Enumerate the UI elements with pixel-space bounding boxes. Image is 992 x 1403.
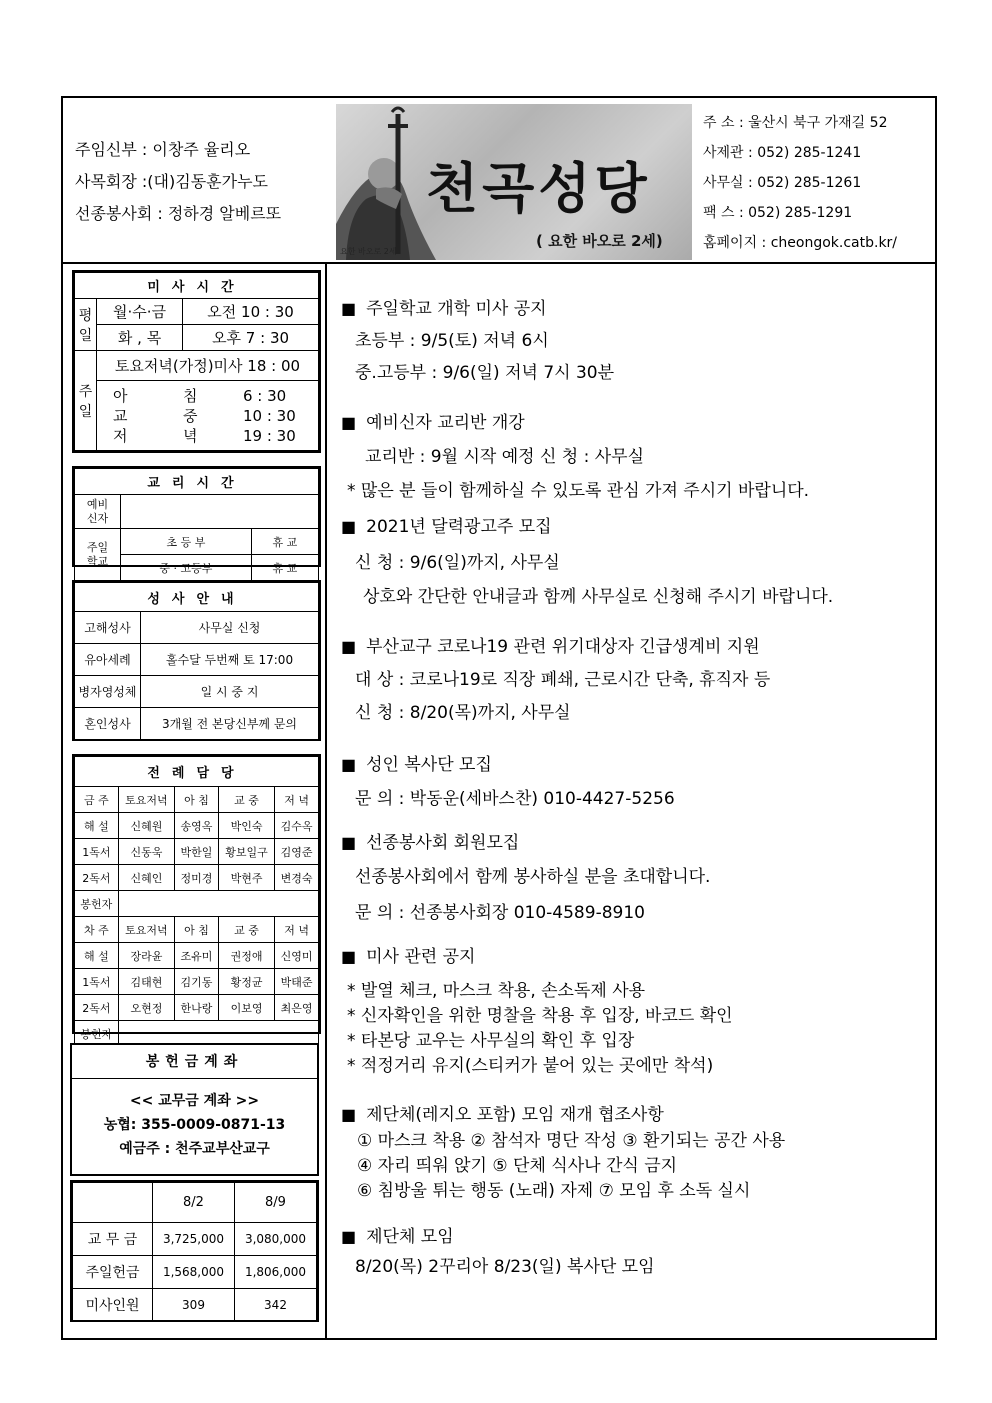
sunday-mass-3-time: 19 : 30 [243,426,296,445]
week1-head-4: 저 녁 [275,787,319,813]
sunday-mass-3-a: 저 [113,426,128,445]
week2-head-4: 저 녁 [275,917,319,943]
account-number: 농협: 355-0009-0871-13 [103,1117,286,1133]
staff-priest: 주임신부 : 이창주 율리오 [75,140,251,159]
parish-patron: ( 요한 바오로 2세) [536,232,663,250]
account-title: << 교무금 계좌 >> [129,1093,260,1109]
sunday-mass-1-b: 침 [183,386,198,405]
week2-cell: 황정균 [218,969,274,995]
notice-line: * 적정거리 유지(스티커가 붙어 있는 곳에만 착석) [347,1056,714,1076]
contact-office: 사무실 : 052) 285-1261 [703,175,862,191]
saturday-evening-mass: 토요저녁(가정)미사 18 : 00 [97,351,319,381]
sacrament-value-1: 사무실 신청 [141,612,319,644]
notice-line: 8/20(목) 2꾸리아 8/23(일) 복사단 모임 [355,1257,655,1277]
staff-list [75,134,281,230]
notice-heading: ■ 성인 복사단 모집 [341,750,492,775]
weekday-days-1: 월·수·금 [97,299,183,325]
staff-funeral-service: 선종봉사회 : 정하경 알베르또 [75,204,282,223]
sacrament-label-4: 혼인성사 [75,708,141,740]
week1-cell: 변경숙 [275,865,319,891]
elementary-status: 휴 교 [251,529,318,555]
week2-cell: 김기동 [175,969,219,995]
week1-head-3: 교 중 [218,787,274,813]
notice-heading: ■ 예비신자 교리반 개강 [341,408,525,433]
finance-col-2: 8/9 [235,1183,317,1223]
week1-cell: 신혜원 [118,813,174,839]
finance-row-label-2: 주일헌금 [73,1256,153,1289]
week2-cell: 신영미 [275,943,319,969]
notice-line: 문 의 : 박동운(세바스찬) 010-4427-5256 [355,789,675,809]
finance-value: 342 [235,1289,317,1322]
sunday-mass-2-time: 10 : 30 [243,406,296,425]
week1-cell: 박현주 [218,865,274,891]
week1-offertory-value [118,891,318,917]
mass-times-header: 미사시간 [75,273,319,299]
elementary-label: 초 등 부 [121,529,252,555]
week1-role-1: 1독서 [75,839,119,865]
week2-role-0: 해 설 [75,943,119,969]
catechism-box [72,466,321,575]
account-holder: 예금주 : 천주교부산교구 [119,1141,270,1157]
contact-homepage[interactable]: 홈페이지 : cheongok.catb.kr/ [703,235,898,251]
sacrament-value-3: 일 시 중 지 [141,676,319,708]
staff-council-president: 사목회장 :(대)김동훈가누도 [75,172,268,191]
week1-cell: 황보일구 [218,839,274,865]
week1-cell: 정미경 [175,865,219,891]
notice-line: 문 의 : 선종봉사회장 010-4589-8910 [355,903,645,923]
finance-value: 3,725,000 [153,1223,235,1256]
notice-line: ⑥ 침방울 튀는 행동 (노래) 자제 ⑦ 모임 후 소독 실시 [357,1181,751,1201]
finance-value: 309 [153,1289,235,1322]
week1-role-0: 해 설 [75,813,119,839]
finance-box [70,1180,319,1322]
week1-cell: 김영준 [275,839,319,865]
weekday-time-1: 오전 10 : 30 [183,299,319,325]
notice-line: 선종봉사회에서 함께 봉사하실 분을 초대합니다. [355,867,711,887]
notice-heading: ■ 2021년 달력광고주 모집 [341,512,552,537]
notice-heading: ■ 제단체(레지오 포함) 모임 재개 협조사항 [341,1100,664,1125]
week2-role-1: 1독서 [75,969,119,995]
notice-heading: ■ 선종봉사회 회원모집 [341,828,519,853]
parish-logo [336,104,692,260]
sunday-mass-times [97,381,319,451]
bulletin-header [63,98,935,264]
finance-value: 3,080,000 [235,1223,317,1256]
notice-heading: ■ 부산교구 코로나19 관련 위기대상자 긴급생계비 지원 [341,632,760,657]
notice-line: 대 상 : 코로나19로 직장 폐쇄, 근로시간 단축, 휴직자 등 [355,670,771,690]
week1-cell: 신혜인 [118,865,174,891]
week2-cell: 조유미 [175,943,219,969]
notice-line: 신 청 : 8/20(목)까지, 사무실 [355,703,571,723]
sacrament-label-2: 유아세례 [75,644,141,676]
sunday-mass-1-a: 아 [113,386,128,405]
liturgy-roles-box [72,754,321,1041]
week2-offertory-label: 봉헌자 [75,1021,119,1047]
notice-line: * 발열 체크, 마스크 착용, 손소독제 사용 [347,981,646,1001]
week2-head-2: 아 침 [175,917,219,943]
week2-head-0: 차 주 [75,917,119,943]
notice-line: * 신자확인을 위한 명찰을 착용 후 입장, 바코드 확인 [347,1006,733,1026]
sacraments-box [72,580,321,741]
parish-name: 천곡성당 [426,157,651,220]
notice-heading: ■ 미사 관련 공지 [341,942,475,967]
donation-account-box [70,1043,319,1176]
weekday-days-2: 화 , 목 [97,325,183,351]
week1-cell: 김수옥 [275,813,319,839]
sunday-school-label: 주일 학교 [75,529,121,581]
notice-line: 신 청 : 9/6(일)까지, 사무실 [355,553,560,573]
sunday-mass-3-b: 녁 [183,426,198,445]
week2-cell: 이보영 [218,995,274,1021]
sacraments-header: 성사안내 [75,583,319,612]
contact-fax: 팩 스 : 052) 285-1291 [703,205,853,221]
bulletin-frame [61,96,937,1340]
notice-line: * 많은 분 들이 함께하실 수 있도록 관심 가져 주시기 바랍니다. [347,481,810,501]
week2-cell: 장라윤 [118,943,174,969]
column-divider [325,264,327,1340]
contact-address: 주 소 : 울산시 북구 가재길 52 [703,115,888,131]
week2-cell: 오현정 [118,995,174,1021]
notice-line: 교리반 : 9월 시작 예정 신 청 : 사무실 [365,447,644,467]
notice-line: 중.고등부 : 9/6(일) 저녁 7시 30분 [355,363,615,383]
week1-cell: 박한일 [175,839,219,865]
mass-times-box [72,270,321,453]
finance-value: 1,568,000 [153,1256,235,1289]
catechism-header: 교리시간 [75,469,319,495]
week1-role-2: 2독서 [75,865,119,891]
sunday-mass-1-time: 6 : 30 [243,386,287,405]
notice-line: ④ 자리 띄워 앉기 ⑤ 단체 식사나 간식 금지 [357,1156,678,1176]
week2-head-3: 교 중 [218,917,274,943]
week2-cell: 최은영 [275,995,319,1021]
week2-cell: 박태준 [275,969,319,995]
weekday-label: 평일 [75,299,97,351]
week2-cell: 한나랑 [175,995,219,1021]
sacrament-label-3: 병자영성체 [75,676,141,708]
week1-cell: 신동욱 [118,839,174,865]
notice-line: 초등부 : 9/5(토) 저녁 6시 [355,331,549,351]
weekday-time-2: 오후 7 : 30 [183,325,319,351]
week1-head-1: 토요저녁 [118,787,174,813]
week1-offertory-label: 봉헌자 [75,891,119,917]
contact-rectory: 사제관 : 052) 285-1241 [703,145,862,161]
logo-signature: 요한 바오로 2세 [340,247,397,256]
sunday-mass-2-b: 중 [183,406,198,425]
account-header: 봉헌금계좌 [72,1045,317,1079]
week2-cell: 권정애 [218,943,274,969]
week2-cell: 김태현 [118,969,174,995]
notice-line: 상호와 간단한 안내글과 함께 사무실로 신청해 주시기 바랍니다. [363,587,834,607]
notice-heading: ■ 제단체 모임 [341,1222,454,1247]
finance-col-1: 8/2 [153,1183,235,1223]
notice-heading: ■ 주일학교 개학 미사 공지 [341,294,547,319]
notice-line: * 타본당 교우는 사무실의 확인 후 입장 [347,1031,635,1051]
week1-head-0: 금 주 [75,787,119,813]
contact-info [703,108,897,258]
finance-row-label-1: 교 무 금 [73,1223,153,1256]
catechumen-value [121,495,319,529]
week2-head-1: 토요저녁 [118,917,174,943]
week2-role-2: 2독서 [75,995,119,1021]
sacrament-value-4: 3개월 전 본당신부께 문의 [141,708,319,740]
secondary-label: 중 · 고등부 [121,555,252,581]
finance-corner [73,1183,153,1223]
notice-line: ① 마스크 착용 ② 참석자 명단 작성 ③ 환기되는 공간 사용 [357,1131,786,1151]
sunday-mass-2-a: 교 [113,406,128,425]
finance-value: 1,806,000 [235,1256,317,1289]
secondary-status: 휴 교 [251,555,318,581]
liturgy-header: 전례담당 [75,757,319,787]
week1-cell: 박인숙 [218,813,274,839]
sunday-label: 주일 [75,351,97,451]
sacrament-value-2: 홀수달 두번째 토 17:00 [141,644,319,676]
week1-cell: 송영옥 [175,813,219,839]
week1-head-2: 아 침 [175,787,219,813]
finance-row-label-3: 미사인원 [73,1289,153,1322]
sacrament-label-1: 고해성사 [75,612,141,644]
catechumen-label: 예비 신자 [75,495,121,529]
